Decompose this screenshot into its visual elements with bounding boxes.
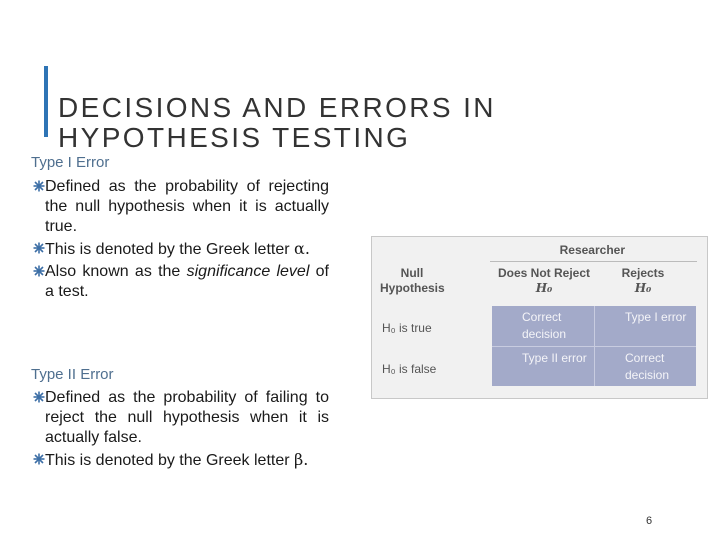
col-rejects-label: Rejects bbox=[621, 266, 665, 280]
type1-bullet-1-text: Defined as the probability of rejecting the null hypothesis when it is actually true. bbox=[45, 178, 329, 235]
decision-grid bbox=[492, 306, 696, 386]
type1-bullet-2 bbox=[33, 239, 329, 260]
star-bullet-icon bbox=[33, 180, 45, 192]
col-rejects-sub: H₀ bbox=[634, 281, 652, 295]
page-number: 6 bbox=[646, 515, 653, 527]
type2-heading: Type II Error bbox=[31, 366, 114, 383]
grid-horizontal-divider bbox=[492, 346, 696, 347]
cell-type2-error: Type II error bbox=[522, 351, 587, 365]
col-does-not-reject-label: Does Not Reject bbox=[497, 266, 591, 280]
star-bullet-icon bbox=[33, 391, 45, 403]
type1-bullet-1 bbox=[33, 177, 329, 237]
null-hypothesis-header: Null Hypothesis bbox=[380, 266, 445, 295]
header-divider bbox=[490, 261, 697, 262]
type1-bullet-3 bbox=[33, 262, 329, 302]
type2-bullet-2 bbox=[33, 450, 329, 471]
type1-bullets bbox=[33, 177, 329, 304]
type2-bullet-1-text: Defined as the probability of failing to reject the null hypothesis when it is actually false. bbox=[45, 389, 329, 446]
star-bullet-icon bbox=[33, 265, 45, 277]
type1-bullet-2-text: This is denoted by the Greek letter bbox=[45, 241, 295, 258]
title-line-1: DECISIONS AND ERRORS IN bbox=[58, 91, 496, 123]
type1-bullet-3-text-after: of a test. bbox=[45, 263, 330, 300]
type2-bullets bbox=[33, 388, 329, 473]
type1-bullet-3-text-before: Also known as the bbox=[45, 263, 187, 280]
decision-table bbox=[371, 236, 708, 399]
col-does-not-reject-sub: H₀ bbox=[535, 281, 553, 295]
cell-type1-error: Type I error bbox=[625, 310, 687, 324]
beta-symbol: β. bbox=[294, 450, 309, 469]
significance-level-term: significance level bbox=[186, 263, 310, 280]
row-h0-true-label: H₀ is true bbox=[382, 321, 432, 335]
slide-title bbox=[58, 93, 496, 153]
cell-correct-decision-2: Correct decision bbox=[625, 351, 670, 382]
star-bullet-icon bbox=[33, 242, 45, 254]
title-accent-bar bbox=[44, 66, 48, 137]
researcher-header: Researcher bbox=[559, 243, 625, 257]
type2-bullet-1 bbox=[33, 388, 329, 448]
title-line-2: HYPOTHESIS TESTING bbox=[58, 121, 411, 153]
star-bullet-icon bbox=[33, 453, 45, 465]
col-does-not-reject bbox=[494, 266, 594, 296]
col-rejects bbox=[608, 266, 678, 296]
alpha-symbol: α. bbox=[294, 239, 310, 258]
type1-heading: Type I Error bbox=[31, 154, 110, 171]
cell-correct-decision-1: Correct decision bbox=[522, 310, 567, 341]
row-h0-false-label: H₀ is false bbox=[382, 362, 437, 376]
type2-bullet-2-text: This is denoted by the Greek letter bbox=[45, 452, 295, 469]
